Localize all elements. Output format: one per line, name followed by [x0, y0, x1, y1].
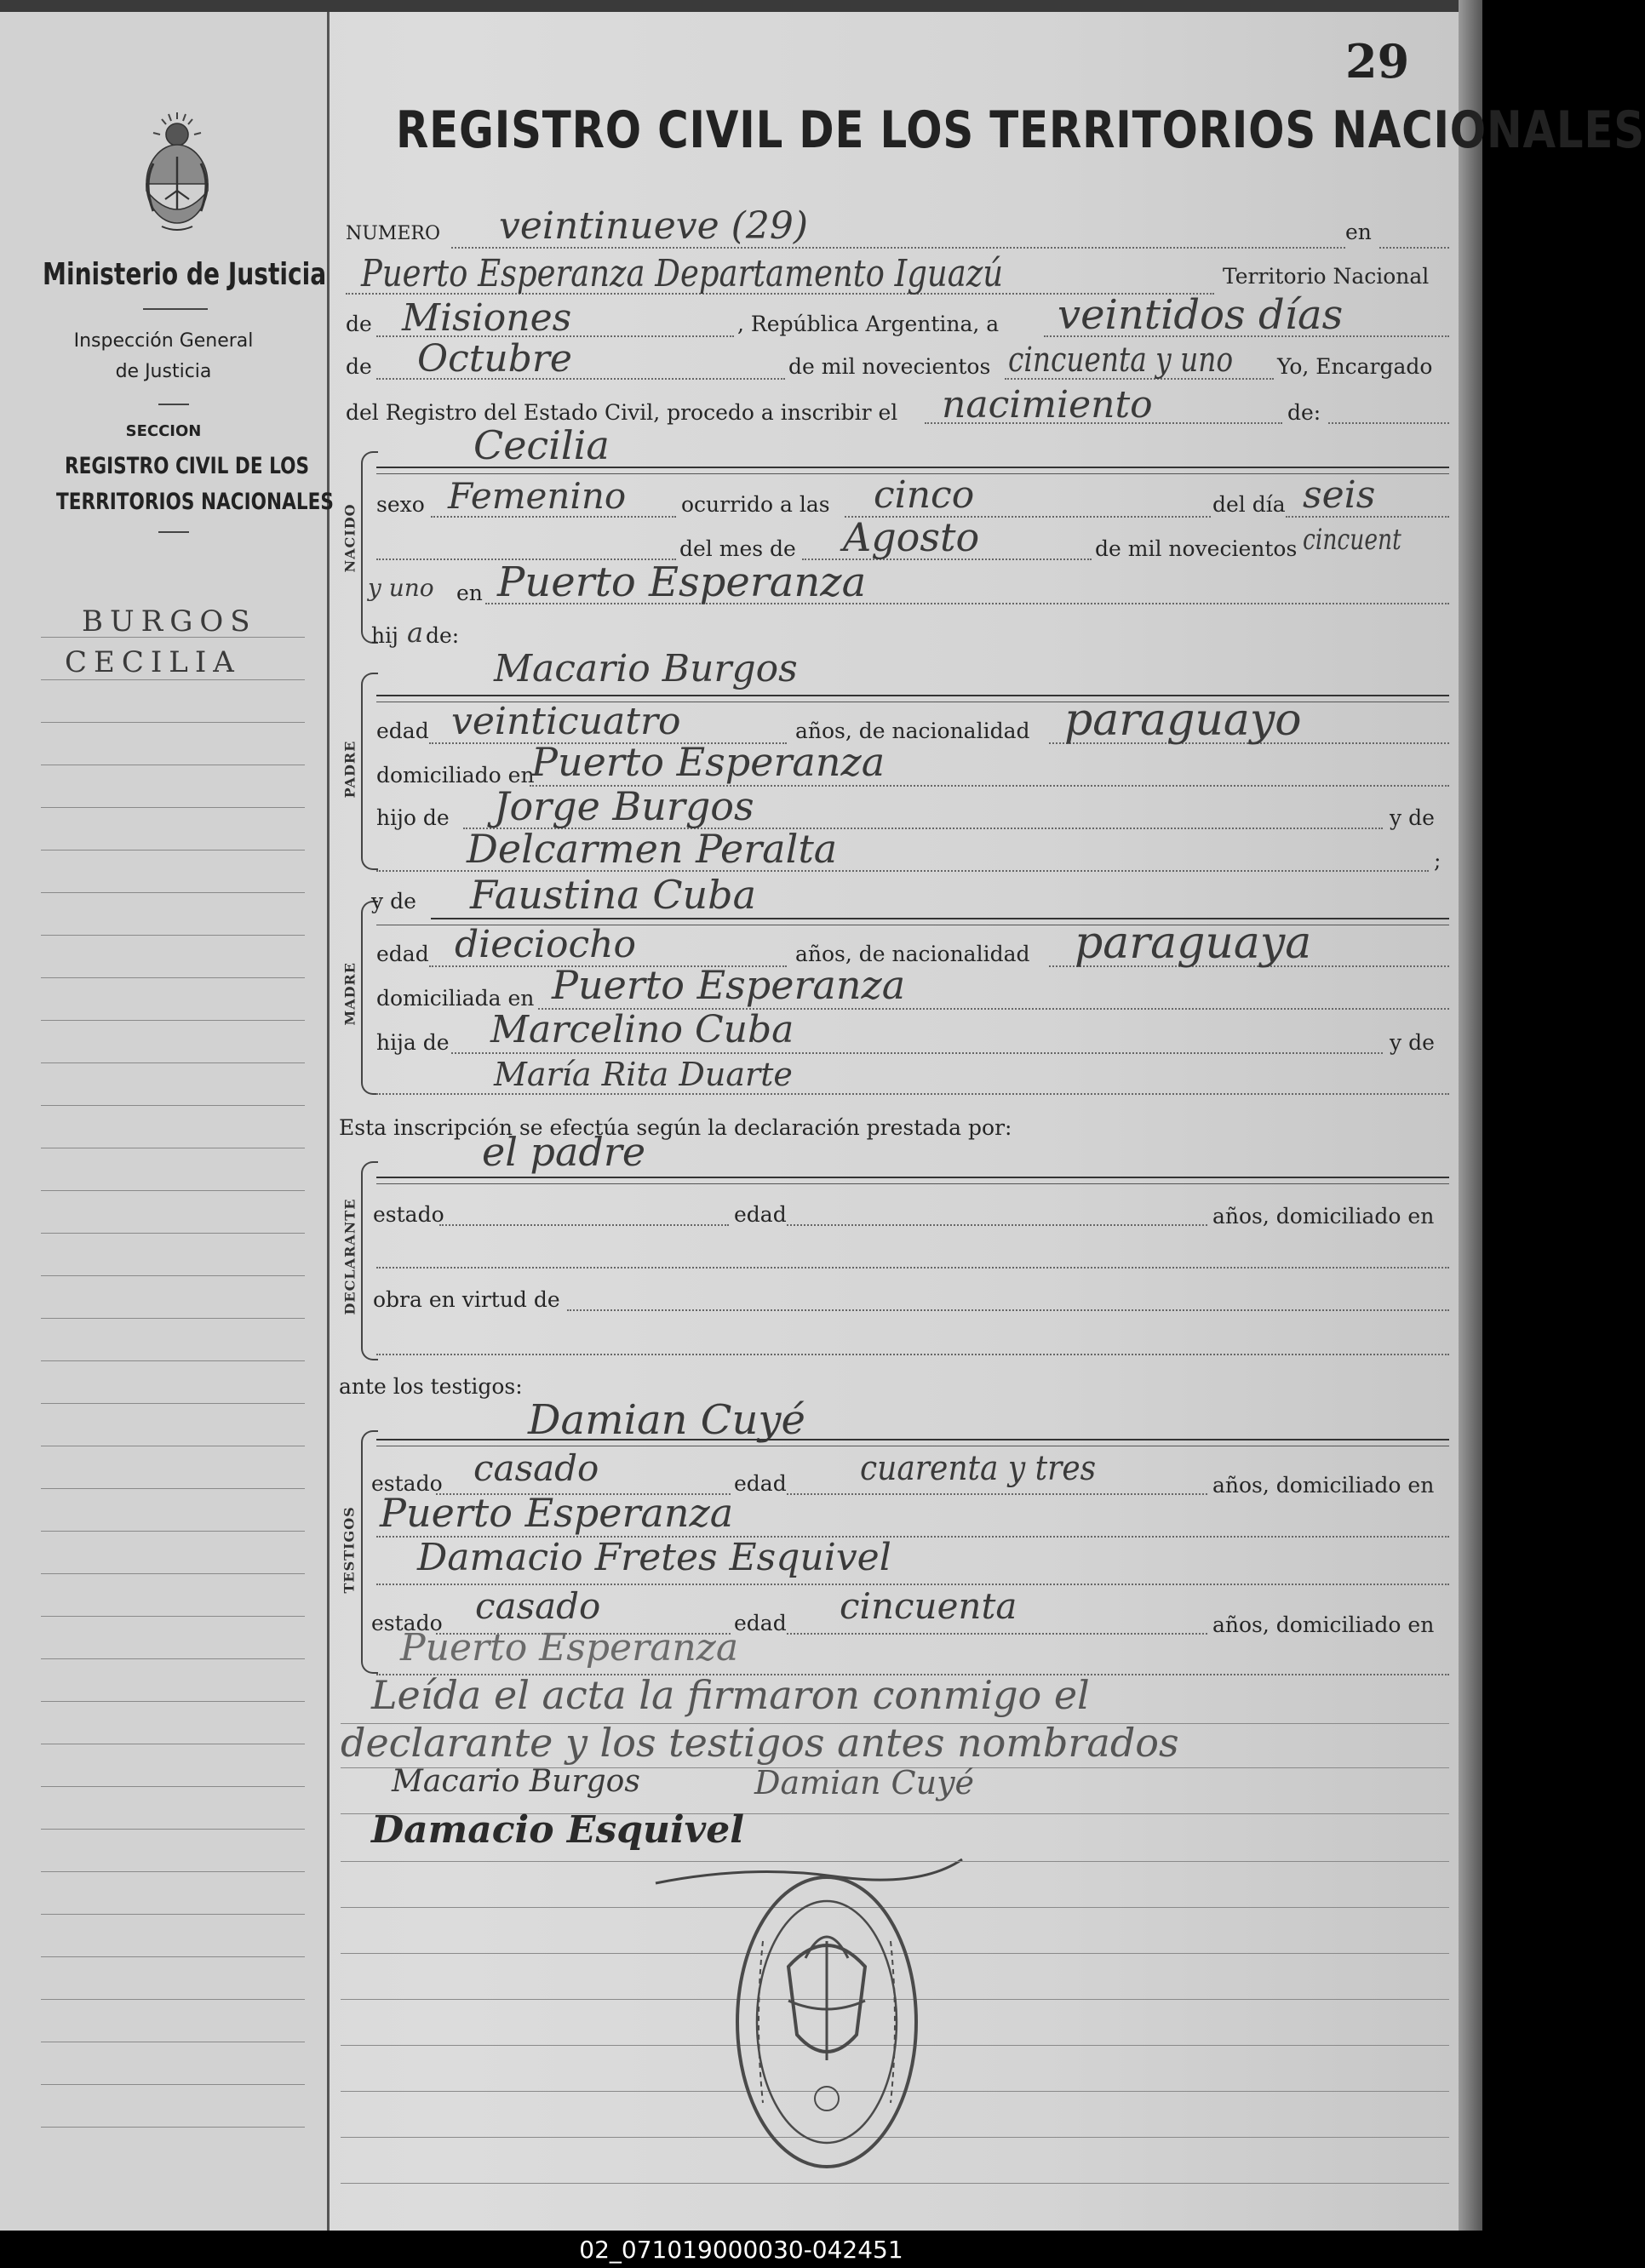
- page-number: 29: [1345, 34, 1410, 89]
- sidebar-divider: [327, 12, 330, 2231]
- signature-damacio: Damacio Esquivel: [371, 1808, 744, 1852]
- nacido-brace: [361, 451, 378, 644]
- entry-madre-nac: paraguaya: [1075, 918, 1312, 969]
- closing-line-1: Leída el acta la firmaron conmigo el: [371, 1672, 1090, 1718]
- line: [567, 1309, 1449, 1311]
- label-hijo-de: hijo de: [376, 805, 450, 830]
- label-ante-testigos: ante los testigos:: [339, 1374, 523, 1399]
- label-del-mes: del mes de: [679, 536, 796, 561]
- label-en: en: [1345, 220, 1372, 244]
- label-hija-de: hija de: [376, 1030, 450, 1055]
- entry-padre-domicilio: Puerto Esperanza: [531, 739, 886, 785]
- label-nacido: NACIDO: [341, 503, 358, 573]
- label-testigos: TESTIGOS: [341, 1506, 358, 1594]
- entry-sexo: Femenino: [448, 475, 627, 517]
- label-anos-dom-testigo1: años, domiciliado en: [1212, 1473, 1435, 1498]
- entry-testigo1-domicilio: Puerto Esperanza: [380, 1490, 734, 1536]
- label-estado-testigo2: estado: [371, 1611, 443, 1635]
- entry-madre-domicilio: Puerto Esperanza: [552, 962, 906, 1008]
- label-edad-declarante: edad: [734, 1202, 787, 1227]
- label-republica: , República Argentina, a: [737, 312, 1000, 336]
- label-edad-testigo1: edad: [734, 1471, 787, 1496]
- label-del-dia: del día: [1212, 492, 1286, 517]
- entry-anio: cincuenta y uno: [1008, 341, 1234, 380]
- sidebar-rule: [158, 531, 189, 533]
- label-edad-padre: edad: [376, 719, 429, 743]
- label-semicolon: ;: [1434, 848, 1442, 873]
- scan-right-edge: [1459, 0, 1482, 2231]
- label-edad-testigo2: edad: [734, 1611, 787, 1635]
- label-de-mil: de mil novecientos: [788, 354, 991, 379]
- label-estado-declarante: estado: [373, 1202, 444, 1227]
- entry-testigo1-edad: cuarenta y tres: [860, 1449, 1097, 1488]
- label-anos-nac-madre: años, de nacionalidad: [795, 942, 1030, 966]
- entry-madre-madre: María Rita Duarte: [494, 1056, 793, 1093]
- entry-testigo2-estado: casado: [475, 1585, 601, 1627]
- label-territorio-nacional: Territorio Nacional: [1223, 264, 1430, 289]
- entry-testigo2-nombre: Damacio Fretes Esquivel: [417, 1536, 891, 1579]
- entry-madre-edad: dieciocho: [455, 923, 636, 966]
- label-numero: NUMERO: [346, 223, 440, 244]
- entry-madre-nombre: Faustina Cuba: [470, 872, 757, 918]
- label-anos-nac-padre: años, de nacionalidad: [795, 719, 1030, 743]
- label-domiciliado-padre: domiciliado en: [376, 763, 535, 788]
- entry-padre-edad: veinticuatro: [451, 700, 681, 743]
- sidebar-rule: [158, 404, 189, 405]
- entry-testigo2-edad: cincuenta: [840, 1585, 1017, 1627]
- entry-hora: cinco: [874, 473, 975, 517]
- line: [376, 1439, 1449, 1440]
- line: [787, 1633, 1207, 1635]
- label-y-de-madre: y de: [1390, 1030, 1435, 1055]
- signature-damian: Damian Cuyé: [754, 1764, 975, 1801]
- label-de-colon-2: de:: [426, 623, 460, 648]
- line: [376, 467, 1449, 468]
- entry-testigo1-nombre: Damian Cuyé: [528, 1396, 805, 1444]
- footer-bar: [0, 2231, 1482, 2268]
- label-domiciliada-madre: domiciliada en: [376, 986, 535, 1011]
- madre-brace: [361, 901, 378, 1095]
- sidebar-annotation-name: CECILIA: [65, 645, 241, 679]
- entry-anio-nac-2: y uno: [368, 574, 434, 602]
- entry-hij-suffix: a: [407, 616, 424, 649]
- entry-padre-nombre: Macario Burgos: [494, 647, 798, 690]
- entry-dia-nac: seis: [1303, 473, 1376, 517]
- label-anos-dom-testigo2: años, domiciliado en: [1212, 1612, 1435, 1637]
- entry-dia: veintidos días: [1058, 291, 1344, 339]
- line: [376, 1183, 1449, 1184]
- entry-padre-madre: Delcarmen Peralta: [467, 826, 838, 872]
- national-coat-of-arms-icon: [136, 109, 218, 235]
- entry-anio-nac-1: cincuent: [1303, 523, 1401, 557]
- official-seal-stamp: [729, 1864, 925, 2179]
- label-del-registro: del Registro del Estado Civil, procedo a inscribir el: [346, 400, 898, 425]
- ministry-label: Ministerio de Justicia: [43, 257, 327, 292]
- line: [376, 1177, 1449, 1178]
- declarante-brace: [361, 1161, 378, 1360]
- inspection-line2: de Justicia: [115, 361, 212, 382]
- line: [1328, 422, 1449, 424]
- label-madre: MADRE: [341, 962, 358, 1026]
- line: [451, 1052, 1383, 1054]
- entry-testigo2-domicilio: Puerto Esperanza: [400, 1626, 739, 1670]
- label-padre: PADRE: [341, 740, 358, 799]
- line: [1379, 247, 1449, 249]
- entry-madre-padre: Marcelino Cuba: [490, 1008, 794, 1051]
- line: [376, 1093, 1449, 1095]
- label-declarante: DECLARANTE: [341, 1198, 358, 1315]
- label-de-mil-nov: de mil novecientos: [1095, 536, 1298, 561]
- label-yo-encargado: Yo, Encargado: [1277, 354, 1433, 379]
- label-y-de-madre-intro: y de: [371, 889, 416, 914]
- entry-padre-nac: paraguayo: [1064, 695, 1302, 746]
- entry-acto: nacimiento: [942, 383, 1153, 427]
- label-sexo: sexo: [376, 492, 425, 517]
- entry-lugar-nac: Puerto Esperanza: [497, 558, 867, 606]
- sidebar-rule: [143, 308, 208, 310]
- line: [787, 1493, 1207, 1495]
- line: [376, 1354, 1449, 1355]
- entry-lugar: Puerto Esperanza Departamento Iguazú: [361, 252, 1004, 295]
- label-de-colon: de:: [1287, 400, 1321, 425]
- entry-territorio: Misiones: [402, 296, 572, 340]
- label-estado-testigo1: estado: [371, 1471, 443, 1496]
- padre-brace: [361, 673, 378, 870]
- testigos-brace: [361, 1430, 378, 1674]
- label-ocurrido: ocurrido a las: [681, 492, 830, 517]
- label-y-de-padre: y de: [1390, 805, 1435, 830]
- label-de-2: de: [346, 354, 372, 379]
- line: [787, 1224, 1207, 1226]
- label-declaracion: Esta inscripción se efectúa según la declaración prestada por:: [339, 1115, 1012, 1140]
- closing-line-2: declarante y los testigos antes nombrados: [341, 1720, 1179, 1766]
- signature-macario: Macario Burgos: [392, 1764, 640, 1799]
- label-obra: obra en virtud de: [373, 1287, 560, 1312]
- line: [439, 1224, 729, 1226]
- scan-top-edge: [0, 0, 1482, 12]
- section-line2: TERRITORIOS NACIONALES: [56, 489, 334, 515]
- image-id-label: 02_071019000030-042451: [579, 2236, 903, 2264]
- section-label: SECCION: [125, 422, 202, 440]
- label-edad-madre: edad: [376, 942, 429, 966]
- label-en-lugar: en: [456, 581, 483, 605]
- label-de-1: de: [346, 312, 372, 336]
- sidebar-annotation-surname: BURGOS: [82, 604, 257, 639]
- section-line1: REGISTRO CIVIL DE LOS: [65, 453, 310, 479]
- label-hij: hij: [371, 623, 398, 648]
- label-anos-dom-declarante: años, domiciliado en: [1212, 1204, 1435, 1228]
- entry-padre-padre: Jorge Burgos: [494, 783, 754, 829]
- line: [376, 1267, 1449, 1269]
- entry-numero: veintinueve (29): [499, 204, 808, 248]
- entry-declarante: el padre: [482, 1129, 646, 1175]
- entry-testigo1-estado: casado: [473, 1447, 599, 1489]
- entry-nombre: Cecilia: [473, 422, 610, 468]
- page-title: REGISTRO CIVIL DE LOS TERRITORIOS NACIONALES: [396, 100, 1645, 160]
- inspection-line1: Inspección General: [73, 330, 254, 352]
- entry-mes: Octubre: [417, 337, 572, 381]
- entry-mes-nac: Agosto: [843, 514, 980, 560]
